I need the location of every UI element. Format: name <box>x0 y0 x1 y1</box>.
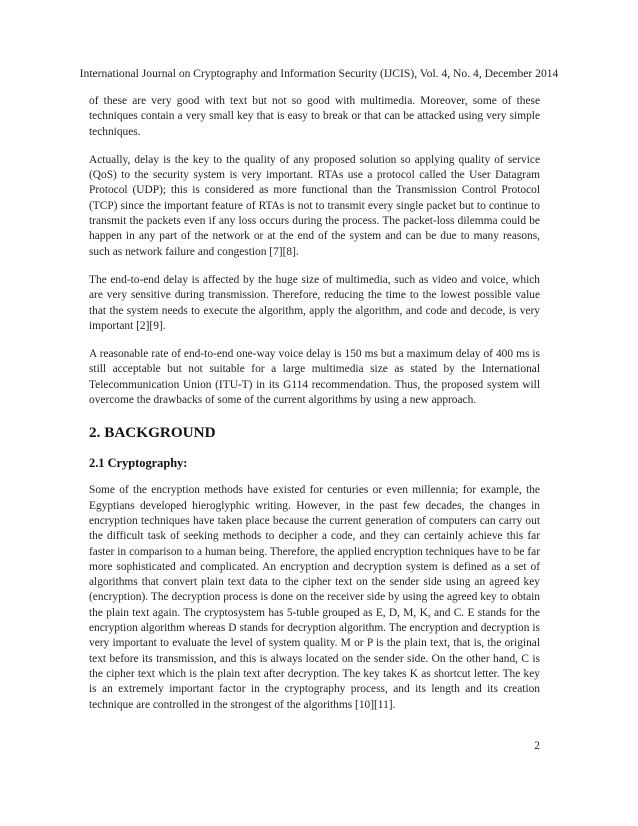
paragraph-intro-1: of these are very good with text but not so good with multimedia. Moreover, some of these techniques contain a very small key that is easy to break or that can be attacked using very simple techniques. <box>89 95 540 138</box>
section-heading-background: 2. BACKGROUND <box>89 424 216 442</box>
paragraph-intro-3: The end-to-end delay is affected by the huge size of multimedia, such as video and voice, which are very sensitive during transmission. Therefore, reducing the time to the lowest possible value that the system needs to execute the algorithm, apply the algorithm, and code and decode, is very important [2][9]. <box>89 273 540 332</box>
running-header: International Journal on Cryptography and Information Security (IJCIS), Vol. 4, No. 4, December 2014 <box>79 67 559 80</box>
paragraph-intro-2: Actually, delay is the key to the quality of any proposed solution so applying quality of service (QoS) to the security system is very important. RTAs use a protocol called the User Datagram Protocol (UDP); this is considered as more functional than the Transmission Control Protocol (TCP) since the important feature of RTAs is not to transmit every single packet but to continue to transmit the packets even if any loss occurs during the process. The packet-loss dilemma could be happen in any part of the network or at the end of the system and can be due to many reasons, such as network failure and congestion [7][8]. <box>89 153 540 258</box>
paragraph-intro-4: A reasonable rate of end-to-end one-way voice delay is 150 ms but a maximum delay of 400 ms is still acceptable but not suitable for a large multimedia size as stated by the International Telecommunication Union (ITU-T) in its G114 recommendation. Thus, the proposed system will overcome the drawbacks of some of the current algorithms by using a new approach. <box>89 348 540 407</box>
page-number: 2 <box>534 740 540 752</box>
paragraph-cryptography: Some of the encryption methods have existed for centuries or even millennia; for example, the Egyptians developed hieroglyphic writing. However, in the past few decades, the changes in encryption techniques have taken place because the current generation of computers can carry out the difficult task of seeking methods to decipher a code, and they can certainly achieve this far faster in comparison to a human being. Therefore, the applied encryption techniques have to be far more sophisticated and complicated. An encryption and decryption system is defined as a set of algorithms that convert plain text data to the cipher text on the sender side using an agreed key (encryption). The decryption process is done on the receiver side by using the agreed key to obtain the plain text again. The cryptosystem has 5-tuble grouped as E, D, M, K, and C. E stands for the encryption algorithm whereas D stands for decryption algorithm. The encryption and decryption is very important to evaluate the level of system quality. M or P is the plain text, that is, the original text before its transmission, and this is always located on the sender side. On the other hand, C is the cipher text which is the plain text after decryption. The key takes K as shortcut letter. The key is an extremely important factor in the cryptography process, and its length and its creation technique are controlled in the strongest of the algorithms [10][11]. <box>89 484 540 711</box>
page-content <box>89 94 540 726</box>
subsection-heading-cryptography: 2.1 Cryptography: <box>89 456 188 471</box>
